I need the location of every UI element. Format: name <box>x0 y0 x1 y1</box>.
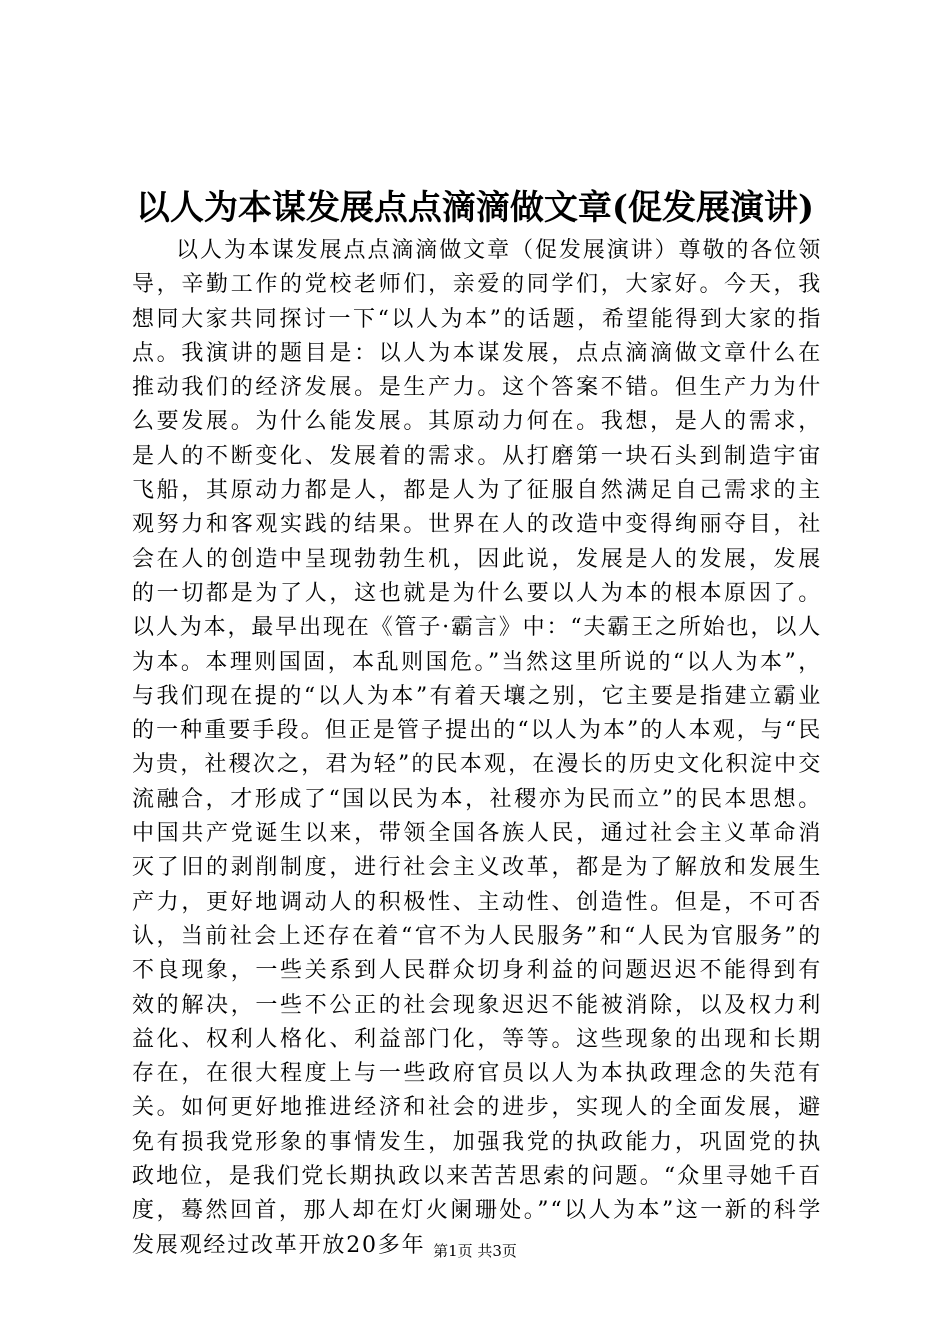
page-number: 第1页 共3页 <box>433 1242 517 1260</box>
document-title: 以人为本谋发展点点滴滴做文章(促发展演讲) <box>135 188 815 228</box>
document-body: 以人为本谋发展点点滴滴做文章（促发展演讲）尊敬的各位领导，辛勤工作的党校老师们，亲爱的同学们，大家好。今天，我想同大家共同探讨一下“以人为本”的话题，希望能得到大家的指点。我演讲的题目是：以人为本谋发展，点点滴滴做文章什么在推动我们的经济发展。是生产力。这个答案不错。但生产力为什么要发展。为什么能发展。其原动力何在。我想，是人的需求，是人的不断变化、发展着的需求。从打磨第一块石头到制造宇宙飞船，其原动力都是人，都是人为了征服自然满足自己需求的主观努力和客观实践的结果。世界在人的改造中变得绚丽夺目，社会在人的创造中呈现勃勃生机，因此说，发展是人的发展，发展的一切都是为了人，这也就是为什么要以人为本的根本原因了。以人为本，最早出现在《管子·霸言》中：“夫霸王之所始也，以人为本。本理则国固，本乱则国危。”当然这里所说的“以人为本”，与我们现在提的“以人为本”有着天壤之别，它主要是指建立霸业的一种重要手段。但正是管子提出的“以人为本”的人本观，与“民为贵，社稷次之，君为轻”的民本观，在漫长的历史文化积淀中交流融合，才形成了“国以民为本，社稷亦为民而立”的民本思想。中国共产党诞生以来，带领全国各族人民，通过社会主义革命消灭了旧的剥削制度，进行社会主义改革，都是为了解放和发展生产力，更好地调动人的积极性、主动性、创造性。但是，不可否认，当前社会上还存在着“官不为人民服务”和“人民为官服务”的不良现象，一些关系到人民群众切身利益的问题迟迟不能得到有效的解决，一些不公正的社会现象迟迟不能被消除，以及权力利益化、权利人格化、利益部门化，等等。这些现象的出现和长期存在，在很大程度上与一些政府官员以人为本执政理念的失范有关。如何更好地推进经济和社会的进步，实现人的全面发展，避免有损我党形象的事情发生，加强我党的执政能力，巩固党的执政地位，是我们党长期执政以来苦苦思索的问题。“众里寻她千百度，蓦然回首，那人却在灯火阑珊处。”“以人为本”这一新的科学发展观经过改革开放20多年 <box>132 238 822 1258</box>
